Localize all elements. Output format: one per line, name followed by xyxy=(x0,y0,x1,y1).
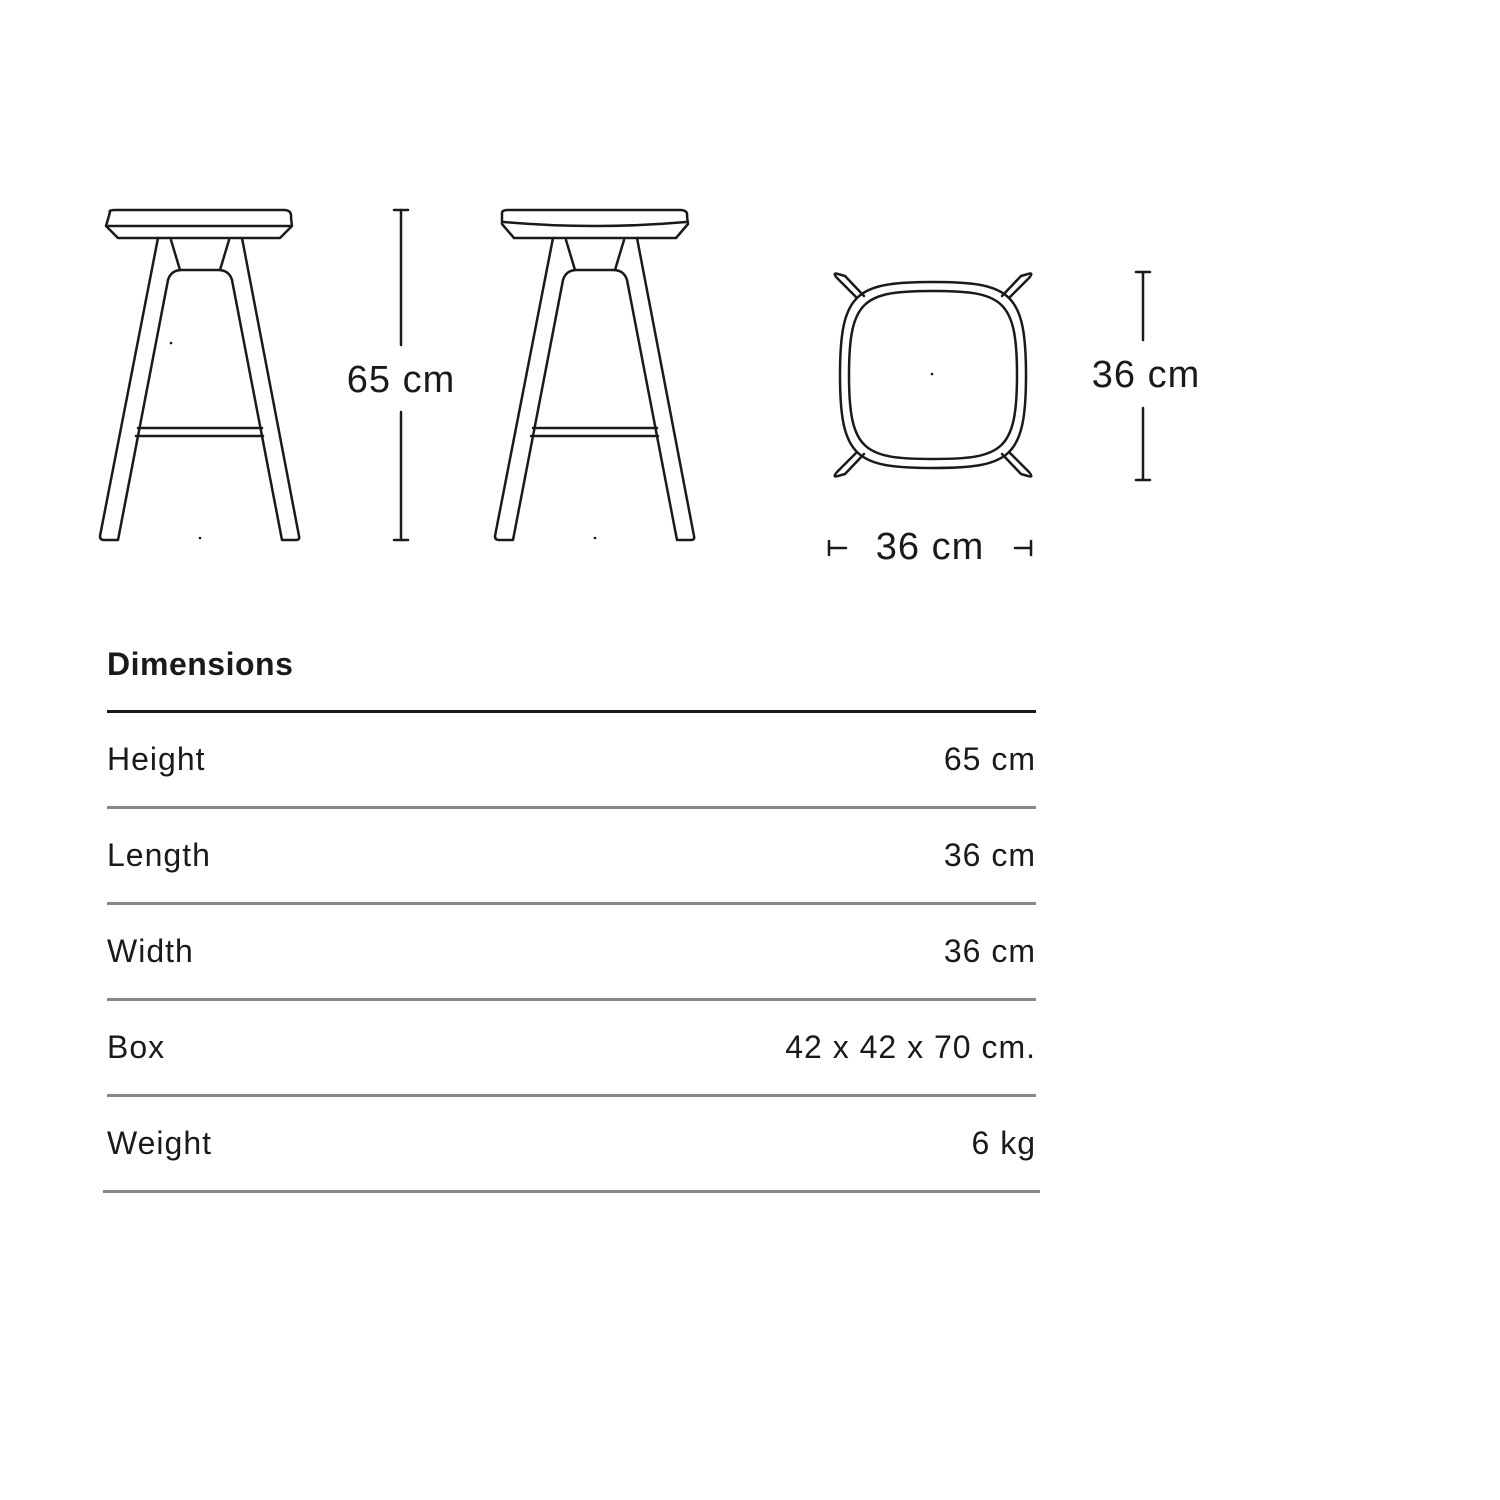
table-row xyxy=(107,713,1036,809)
length-dimension-label: 36 cm xyxy=(1091,354,1201,396)
stool-side-view-side xyxy=(495,210,694,540)
row-label-width: Width xyxy=(107,933,194,969)
table-row xyxy=(107,1001,1036,1097)
row-value-weight: 6 kg xyxy=(971,1125,1036,1161)
row-label-weight: Weight xyxy=(107,1125,213,1161)
row-value-height: 65 cm xyxy=(943,741,1036,777)
row-value-width: 36 cm xyxy=(943,933,1036,969)
table-row xyxy=(103,1097,1040,1193)
row-label-length: Length xyxy=(107,837,211,873)
height-dimension-label: 65 cm xyxy=(346,359,456,401)
row-value-box: 42 x 42 x 70 cm. xyxy=(785,1029,1036,1065)
center-marks xyxy=(170,342,934,540)
table-row xyxy=(107,809,1036,905)
row-label-box: Box xyxy=(107,1029,166,1065)
dimensions-title: Dimensions xyxy=(107,646,294,682)
dimensions-table xyxy=(107,640,1036,1193)
row-value-length: 36 cm xyxy=(943,837,1036,873)
width-dimension-label: 36 cm xyxy=(875,526,985,568)
row-label-height: Height xyxy=(107,741,206,777)
stool-side-view-front xyxy=(100,210,299,540)
table-row xyxy=(107,905,1036,1001)
stool-top-view xyxy=(835,274,1032,477)
stool-technical-drawing xyxy=(0,0,1500,620)
